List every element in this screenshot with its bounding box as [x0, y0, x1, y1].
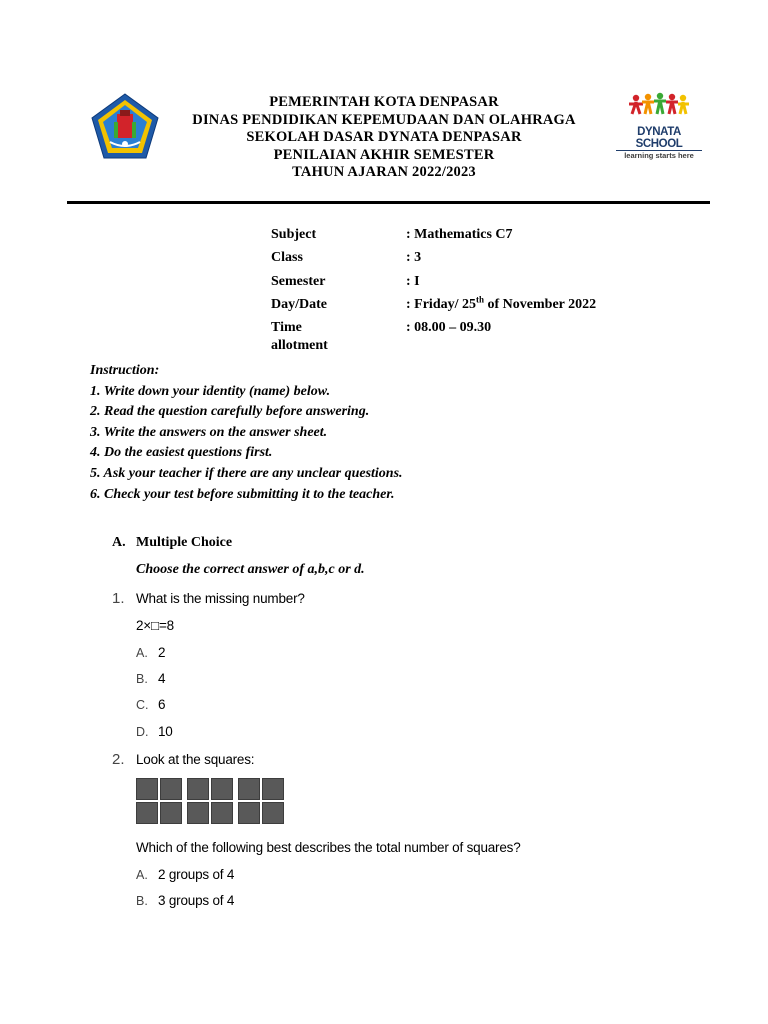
- section-heading: [112, 535, 232, 551]
- info-label: Day/Date: [271, 296, 327, 312]
- square: [160, 802, 182, 824]
- answer-option: [136, 645, 165, 661]
- square: [136, 778, 158, 800]
- header-divider: [67, 201, 710, 204]
- square: [211, 802, 233, 824]
- option-value: 2: [158, 645, 166, 660]
- square: [136, 802, 158, 824]
- info-label: Subject: [271, 227, 317, 242]
- section-subtitle: Choose the correct answer of a,b,c or d.: [136, 562, 365, 577]
- square: [160, 778, 182, 800]
- header-line-assessment: PENILAIAN AKHIR SEMESTER: [273, 146, 495, 163]
- header-line-academic-year: TAHUN AJARAN 2022/2023: [292, 164, 476, 180]
- option-letter: A.: [136, 868, 148, 882]
- square-group: [238, 778, 286, 826]
- info-label: Semester: [271, 273, 326, 289]
- option-letter: B.: [136, 894, 148, 908]
- option-value: 2 groups of 4: [158, 867, 235, 882]
- answer-option: [136, 893, 234, 909]
- info-label: Time allotment: [271, 320, 328, 354]
- instruction-item: 6. Check your test before submitting it to the teacher.: [90, 486, 395, 502]
- option-value: 6: [158, 697, 166, 712]
- square-group: [136, 778, 184, 826]
- instructions-block: [90, 362, 403, 506]
- question-prompt: Which of the following best describes the total number of squares?: [136, 840, 521, 855]
- info-value-date: [406, 296, 596, 314]
- instructions-title: Instruction:: [90, 363, 160, 378]
- header-line-government: PEMERINTAH KOTA DENPASAR: [269, 94, 499, 110]
- question-text: Look at the squares:: [136, 752, 255, 767]
- info-value: : 3: [406, 250, 422, 266]
- document-header: [150, 94, 618, 182]
- option-letter: A.: [136, 646, 148, 660]
- logo-school-name: DYNATA SCHOOL: [616, 126, 702, 151]
- answer-option: [136, 867, 234, 883]
- date-suffix: of November 2022: [484, 296, 597, 312]
- option-value: 3 groups of 4: [158, 893, 235, 908]
- instruction-item: 3. Write the answers on the answer sheet.: [90, 424, 328, 440]
- square: [262, 802, 284, 824]
- option-letter: C.: [136, 698, 149, 712]
- section-title: Multiple Choice: [136, 535, 233, 550]
- option-value: 10: [158, 724, 173, 739]
- answer-option: [136, 724, 173, 740]
- square-group: [187, 778, 235, 826]
- section-letter: A.: [112, 535, 126, 550]
- info-value: : Mathematics C7: [406, 227, 513, 242]
- answer-option: [136, 671, 165, 687]
- info-value: : 08.00 – 09.30: [406, 320, 492, 336]
- square: [187, 778, 209, 800]
- question-number: 2.: [112, 751, 125, 768]
- instruction-item: 4. Do the easiest questions first.: [90, 445, 273, 461]
- instruction-item: 1. Write down your identity (name) below.: [90, 383, 331, 399]
- option-letter: B.: [136, 672, 148, 686]
- square: [211, 778, 233, 800]
- date-prefix: : Friday/ 25: [406, 296, 476, 312]
- option-value: 4: [158, 671, 166, 686]
- logo-tagline: learning starts here: [624, 151, 694, 160]
- header-line-school: SEKOLAH DASAR DYNATA DENPASAR: [246, 129, 522, 145]
- square: [187, 802, 209, 824]
- dynata-school-logo: [612, 92, 702, 160]
- header-line-department: DINAS PENDIDIKAN KEPEMUDAAN DAN OLAHRAGA: [192, 111, 576, 128]
- instruction-item: 2. Read the question carefully before answering.: [90, 404, 370, 420]
- instruction-item: 5. Ask your teacher if there are any unclear questions.: [90, 465, 403, 481]
- square: [238, 802, 260, 824]
- question-equation: 2×□=8: [136, 618, 174, 633]
- answer-option: [136, 697, 165, 713]
- question-number: 1.: [112, 590, 125, 607]
- square: [262, 778, 284, 800]
- info-label: Class: [271, 250, 303, 266]
- option-letter: D.: [136, 725, 149, 739]
- dynata-school-wordmark: [616, 126, 702, 161]
- question-text: What is the missing number?: [136, 591, 305, 606]
- square: [238, 778, 260, 800]
- info-value: : I: [406, 273, 420, 289]
- date-ordinal-suffix: th: [476, 294, 485, 305]
